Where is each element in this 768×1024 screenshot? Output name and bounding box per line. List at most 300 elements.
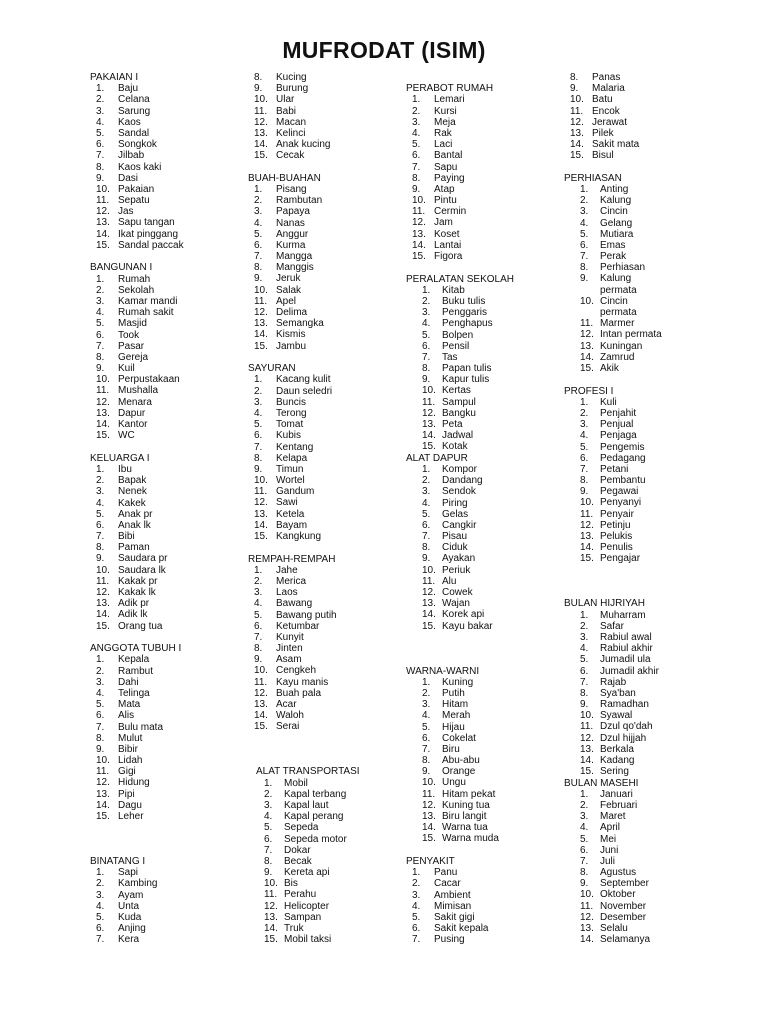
- list-item: [564, 273, 632, 285]
- item-word: Syawal: [600, 710, 633, 722]
- list-item: [564, 307, 637, 319]
- item-number: 10.: [254, 475, 268, 487]
- list-item: [248, 463, 304, 475]
- item-word: Bapak: [118, 475, 147, 487]
- item-number: 7.: [580, 676, 589, 688]
- item-number: 2.: [422, 687, 431, 699]
- list-item: [90, 183, 155, 195]
- list-item: [248, 834, 360, 845]
- item-number: 7.: [580, 855, 589, 867]
- item-number: 11.: [254, 676, 268, 688]
- list-item: [248, 452, 308, 464]
- item-word: Sakit gigi: [434, 911, 475, 923]
- item-number: 4.: [96, 116, 105, 128]
- list-item: [564, 677, 645, 688]
- item-number: 7.: [96, 340, 105, 352]
- item-number: 12.: [264, 900, 278, 912]
- item-number: 7.: [254, 631, 263, 643]
- list-item: [248, 218, 321, 229]
- item-number: 5.: [412, 911, 421, 923]
- item-number: 14.: [96, 799, 110, 811]
- list-item: [90, 722, 181, 733]
- item-number: 2.: [96, 284, 105, 296]
- list-item: [248, 889, 360, 900]
- list-item: [406, 240, 493, 251]
- item-word: Alis: [118, 710, 135, 722]
- list-item: [90, 800, 181, 811]
- list-item: [406, 923, 489, 935]
- item-number: 1.: [412, 94, 421, 106]
- item-number: 15.: [580, 766, 594, 778]
- item-word: Koset: [434, 228, 460, 240]
- item-number: 3.: [580, 206, 589, 218]
- item-word: Agustus: [600, 867, 637, 879]
- item-number: 13.: [570, 127, 584, 139]
- item-word: Perhiasan: [600, 262, 646, 274]
- item-word: Jeruk: [276, 273, 301, 285]
- item-word: Kucing: [276, 72, 307, 83]
- item-number: 6.: [254, 430, 263, 442]
- item-number: 13.: [264, 911, 278, 923]
- section-bulan-masehi: [564, 777, 651, 946]
- list-item: [406, 788, 496, 800]
- item-number: 13.: [422, 419, 436, 431]
- item-word: Rajab: [600, 676, 627, 688]
- list-item: [248, 184, 321, 195]
- item-number: 12.: [422, 407, 436, 419]
- item-word: Ramadhan: [600, 699, 649, 711]
- item-number: 9.: [264, 867, 273, 879]
- item-number: 4.: [412, 127, 421, 139]
- list-item: [406, 217, 493, 228]
- item-number: 2.: [412, 105, 421, 117]
- list-item: [90, 464, 149, 475]
- list-item: [406, 251, 493, 262]
- item-number: 2.: [96, 665, 105, 677]
- item-word: Sapu: [434, 161, 458, 173]
- item-word: Juli: [600, 855, 616, 867]
- item-word: Pusing: [434, 934, 465, 946]
- item-word: Ungu: [442, 777, 466, 789]
- item-word: Ular: [276, 94, 295, 106]
- list-item: [90, 867, 145, 878]
- list-item: [564, 856, 638, 867]
- item-word: Selamanya: [600, 934, 651, 946]
- item-number: 8.: [96, 732, 105, 744]
- item-word: Becak: [284, 855, 312, 867]
- list-item: [406, 441, 514, 452]
- list-item: [248, 531, 322, 542]
- item-number: 12.: [254, 307, 268, 319]
- item-number: 6.: [254, 620, 263, 632]
- list-item: [406, 744, 479, 755]
- list-item: [90, 542, 149, 553]
- item-word: Timun: [276, 463, 304, 475]
- list-item: [564, 867, 638, 878]
- item-number: 2.: [580, 407, 589, 419]
- item-number: 9.: [580, 699, 589, 711]
- item-word: Ketumbar: [276, 620, 320, 632]
- list-item: [90, 385, 159, 397]
- item-word: Zamrud: [600, 351, 635, 363]
- list-item: [90, 553, 168, 565]
- item-word: Pegawai: [600, 486, 639, 498]
- item-number: 5.: [412, 139, 421, 151]
- list-item: [90, 161, 162, 173]
- item-number: 11.: [254, 105, 268, 117]
- item-number: 10.: [264, 878, 278, 890]
- item-number: 7.: [254, 441, 263, 453]
- item-word: Pakaian: [118, 183, 155, 195]
- item-number: 3.: [422, 307, 431, 319]
- item-word: Mulut: [118, 732, 143, 744]
- item-word: Cecak: [276, 150, 305, 162]
- item-number: 10.: [96, 755, 110, 767]
- item-number: 1.: [96, 273, 105, 285]
- item-number: 2.: [580, 620, 589, 632]
- item-number: 8.: [422, 542, 431, 554]
- item-word: Kakek: [118, 497, 146, 509]
- item-word: Perpustakaan: [118, 374, 180, 386]
- item-number: 1.: [580, 609, 589, 621]
- list-item: [564, 295, 628, 307]
- item-word: Mobil taksi: [284, 934, 332, 946]
- list-item: [564, 822, 638, 833]
- item-number: 15.: [570, 150, 584, 162]
- item-word: Bayam: [276, 519, 308, 531]
- item-number: 15.: [580, 553, 594, 565]
- item-number: 1.: [580, 788, 589, 800]
- item-number: 8.: [580, 867, 589, 879]
- item-number: 3.: [254, 206, 263, 218]
- item-word: Kereta api: [284, 867, 330, 879]
- item-number: 10.: [96, 183, 110, 195]
- list-item: [406, 934, 465, 946]
- item-number: 6.: [254, 239, 263, 251]
- list-item: [406, 374, 514, 385]
- item-number: 4.: [580, 822, 589, 834]
- item-number: 14.: [254, 519, 268, 531]
- item-number: 8.: [96, 161, 105, 173]
- item-word: Paying: [434, 172, 465, 184]
- list-item: [406, 486, 476, 498]
- item-number: 7.: [412, 934, 421, 946]
- list-item: [248, 699, 335, 710]
- list-item: [406, 229, 493, 240]
- item-number: 2.: [96, 475, 105, 487]
- list-item: [90, 173, 138, 184]
- item-number: 3.: [254, 396, 263, 408]
- item-word: Pensil: [442, 340, 470, 352]
- item-word: Buncis: [276, 396, 307, 408]
- item-number: 1.: [254, 374, 263, 386]
- list-item: [564, 531, 633, 543]
- item-number: 1.: [422, 676, 431, 688]
- item-word: Kelinci: [276, 127, 306, 139]
- item-number: 10.: [580, 497, 594, 509]
- list-item: [248, 778, 360, 789]
- item-number: 2.: [412, 878, 421, 890]
- item-word: Malaria: [592, 83, 625, 95]
- item-number: 8.: [254, 72, 263, 83]
- item-word: Sepeda motor: [284, 833, 347, 845]
- item-number: 12.: [580, 329, 594, 341]
- list-item: [90, 531, 149, 542]
- list-item: [248, 497, 296, 508]
- list-item: [90, 654, 181, 665]
- item-word: Bisul: [592, 150, 614, 162]
- section-title: BINATANG I: [90, 856, 146, 867]
- item-word: Leher: [118, 811, 144, 822]
- item-number: 11.: [422, 788, 436, 800]
- item-number: 14.: [422, 822, 436, 834]
- item-word: Kursi: [434, 105, 457, 117]
- item-number: 7.: [422, 743, 431, 755]
- item-number: 6.: [422, 519, 431, 531]
- item-word: Anak lk: [118, 519, 151, 531]
- item-word: Abu-abu: [442, 755, 480, 767]
- item-word: Pisang: [276, 183, 307, 195]
- list-item: [90, 923, 145, 934]
- item-number: 11.: [96, 766, 110, 778]
- item-word: Juni: [600, 844, 619, 856]
- item-number: 5.: [580, 228, 589, 240]
- list-item: [90, 789, 181, 800]
- section-title: WARNA-WARNI: [406, 665, 480, 677]
- item-number: 5.: [254, 609, 263, 621]
- item-number: 4.: [254, 217, 263, 229]
- list-item: [406, 733, 479, 744]
- item-word: Kubis: [276, 430, 302, 442]
- item-number: 15.: [254, 531, 268, 542]
- item-number: 6.: [422, 340, 431, 352]
- list-item: [406, 296, 514, 307]
- item-word: Anggur: [276, 228, 309, 240]
- item-number: 14.: [96, 609, 110, 621]
- list-item: [248, 407, 307, 419]
- item-word: Merah: [442, 710, 471, 722]
- item-number: 3.: [264, 799, 273, 811]
- item-number: 1.: [580, 183, 589, 195]
- item-word: Sapu tangan: [118, 217, 175, 229]
- item-word: Asam: [276, 654, 302, 666]
- list-item: [406, 811, 487, 823]
- list-item: [248, 867, 360, 878]
- item-word: Pembantu: [600, 475, 646, 487]
- list-item: [406, 498, 468, 509]
- list-item: [406, 598, 468, 609]
- list-item: [90, 878, 158, 890]
- list-item: [406, 710, 479, 721]
- item-word: Burung: [276, 83, 309, 95]
- item-word: Jas: [118, 206, 134, 218]
- list-item: [248, 565, 335, 576]
- list-item: [564, 834, 638, 845]
- list-item: [248, 677, 335, 688]
- item-word: Penjual: [600, 419, 634, 431]
- list-item: [406, 766, 479, 777]
- item-number: 10.: [422, 564, 436, 576]
- list-item: [564, 811, 638, 822]
- item-word: Akik: [600, 362, 619, 374]
- item-number: 10.: [254, 94, 268, 106]
- item-number: 3.: [254, 587, 263, 599]
- item-word: Kalung: [600, 273, 632, 285]
- item-word: Paman: [118, 542, 150, 554]
- section-title: REMPAH-REMPAH: [248, 553, 336, 565]
- item-word: Macan: [276, 116, 307, 128]
- item-word: Pasar: [118, 340, 145, 352]
- list-item: [248, 845, 360, 856]
- section-title: ALAT TRANSPORTASI: [256, 766, 360, 778]
- item-number: 8.: [422, 363, 431, 375]
- item-word: Berkala: [600, 743, 634, 755]
- item-word: Meja: [434, 116, 456, 128]
- item-number: 3.: [96, 486, 105, 498]
- item-number: 15.: [96, 430, 110, 442]
- item-number: 2.: [254, 195, 263, 207]
- list-item: [406, 94, 493, 105]
- item-word: Korek api: [442, 609, 485, 621]
- section-anggota-tubuh-i: [90, 643, 181, 822]
- list-item: [406, 385, 514, 396]
- item-word: Sering: [600, 766, 629, 778]
- list-item: [248, 856, 360, 867]
- list-item: [90, 609, 149, 620]
- item-number: 12.: [96, 206, 110, 218]
- list-item: [248, 273, 321, 284]
- item-number: 7.: [580, 251, 589, 263]
- item-number: 6.: [580, 665, 589, 677]
- item-word: Pengemis: [600, 441, 645, 453]
- item-word: Kakak pr: [118, 575, 158, 587]
- list-item: [564, 934, 651, 946]
- item-number: 1.: [412, 867, 421, 879]
- item-word: Cowek: [442, 587, 473, 599]
- item-word: Ikat pinggang: [118, 228, 179, 240]
- list-item: [564, 475, 646, 487]
- list-item: [564, 845, 638, 856]
- item-word: Laci: [434, 139, 453, 151]
- item-number: 9.: [96, 172, 105, 184]
- list-item: [564, 351, 635, 363]
- item-number: 13.: [580, 743, 594, 755]
- item-word: Sya'ban: [600, 687, 636, 699]
- list-item: [564, 217, 633, 229]
- list-item: [564, 923, 638, 934]
- item-number: 1.: [264, 777, 273, 789]
- item-number: 6.: [412, 923, 421, 935]
- item-word: Took: [118, 329, 140, 341]
- item-number: 14.: [580, 755, 594, 767]
- list-item: [406, 150, 493, 161]
- list-item: [90, 116, 141, 128]
- item-word: Hitam: [442, 699, 469, 711]
- item-word: Gelas: [442, 508, 469, 520]
- item-word: Panas: [592, 72, 621, 83]
- item-word: Bibi: [118, 531, 135, 543]
- list-item: [90, 83, 138, 94]
- list-item: [90, 363, 152, 374]
- item-number: 14.: [422, 430, 436, 442]
- list-item: [564, 688, 645, 699]
- item-number: 6.: [96, 139, 105, 151]
- item-number: 1.: [254, 564, 263, 576]
- list-item: [248, 229, 321, 240]
- item-word: Sepeda: [284, 822, 319, 834]
- section-bangunan-i: [90, 262, 180, 442]
- item-number: 7.: [254, 251, 263, 263]
- item-word: Sakit kepala: [434, 923, 489, 935]
- list-item: [564, 610, 645, 621]
- list-item: [564, 228, 634, 240]
- item-word: Gandum: [276, 486, 315, 498]
- list-item: [406, 408, 514, 419]
- item-word: Cengkeh: [276, 665, 317, 677]
- list-item: [564, 419, 634, 431]
- list-item: [248, 610, 335, 621]
- list-item: [406, 352, 514, 363]
- item-word: Peta: [442, 419, 463, 431]
- item-number: 3.: [422, 699, 431, 711]
- item-word: Cokelat: [442, 732, 476, 744]
- item-number: 6.: [96, 519, 105, 531]
- item-word: Sendok: [442, 486, 476, 498]
- item-word: Rabiul akhir: [600, 643, 653, 655]
- list-item: [90, 890, 145, 901]
- list-item: [90, 755, 181, 766]
- item-word: Desember: [600, 911, 647, 923]
- item-number: 2.: [254, 575, 263, 587]
- item-word: Rak: [434, 127, 452, 139]
- item-word: Maret: [600, 811, 626, 823]
- item-number: 5.: [580, 654, 589, 666]
- section-sayuran: [248, 363, 333, 542]
- list-item: [406, 677, 479, 688]
- item-word: Pelukis: [600, 531, 633, 543]
- item-word: Cangkir: [442, 519, 477, 531]
- item-number: 3.: [580, 811, 589, 823]
- item-word: Buku tulis: [442, 295, 486, 307]
- item-word: Menara: [118, 396, 152, 408]
- item-word: Lantai: [434, 239, 462, 251]
- item-word: Acar: [276, 699, 297, 711]
- item-word: Serai: [276, 721, 300, 733]
- item-word: Adik pr: [118, 598, 150, 610]
- item-word: Jahe: [276, 564, 298, 576]
- item-number: 8.: [422, 755, 431, 767]
- list-item: [248, 475, 305, 487]
- item-number: 8.: [254, 452, 263, 464]
- item-word: Kapal perang: [284, 811, 344, 823]
- item-number: 13.: [96, 598, 110, 610]
- item-word: Sampan: [284, 911, 322, 923]
- list-item: [564, 878, 649, 890]
- list-item: [564, 396, 617, 408]
- item-word: Penyanyi: [600, 497, 642, 509]
- list-item: [406, 833, 499, 845]
- list-item: [406, 699, 479, 710]
- section-binatang-i: [90, 856, 158, 946]
- list-item: [90, 677, 181, 688]
- item-word: Dahi: [118, 676, 139, 688]
- section-alat-dapur: [406, 452, 493, 632]
- item-number: 5.: [254, 419, 263, 431]
- list-item: [248, 811, 360, 822]
- list-item: [248, 576, 335, 587]
- list-item: [90, 139, 157, 151]
- item-word: Hidung: [118, 777, 150, 789]
